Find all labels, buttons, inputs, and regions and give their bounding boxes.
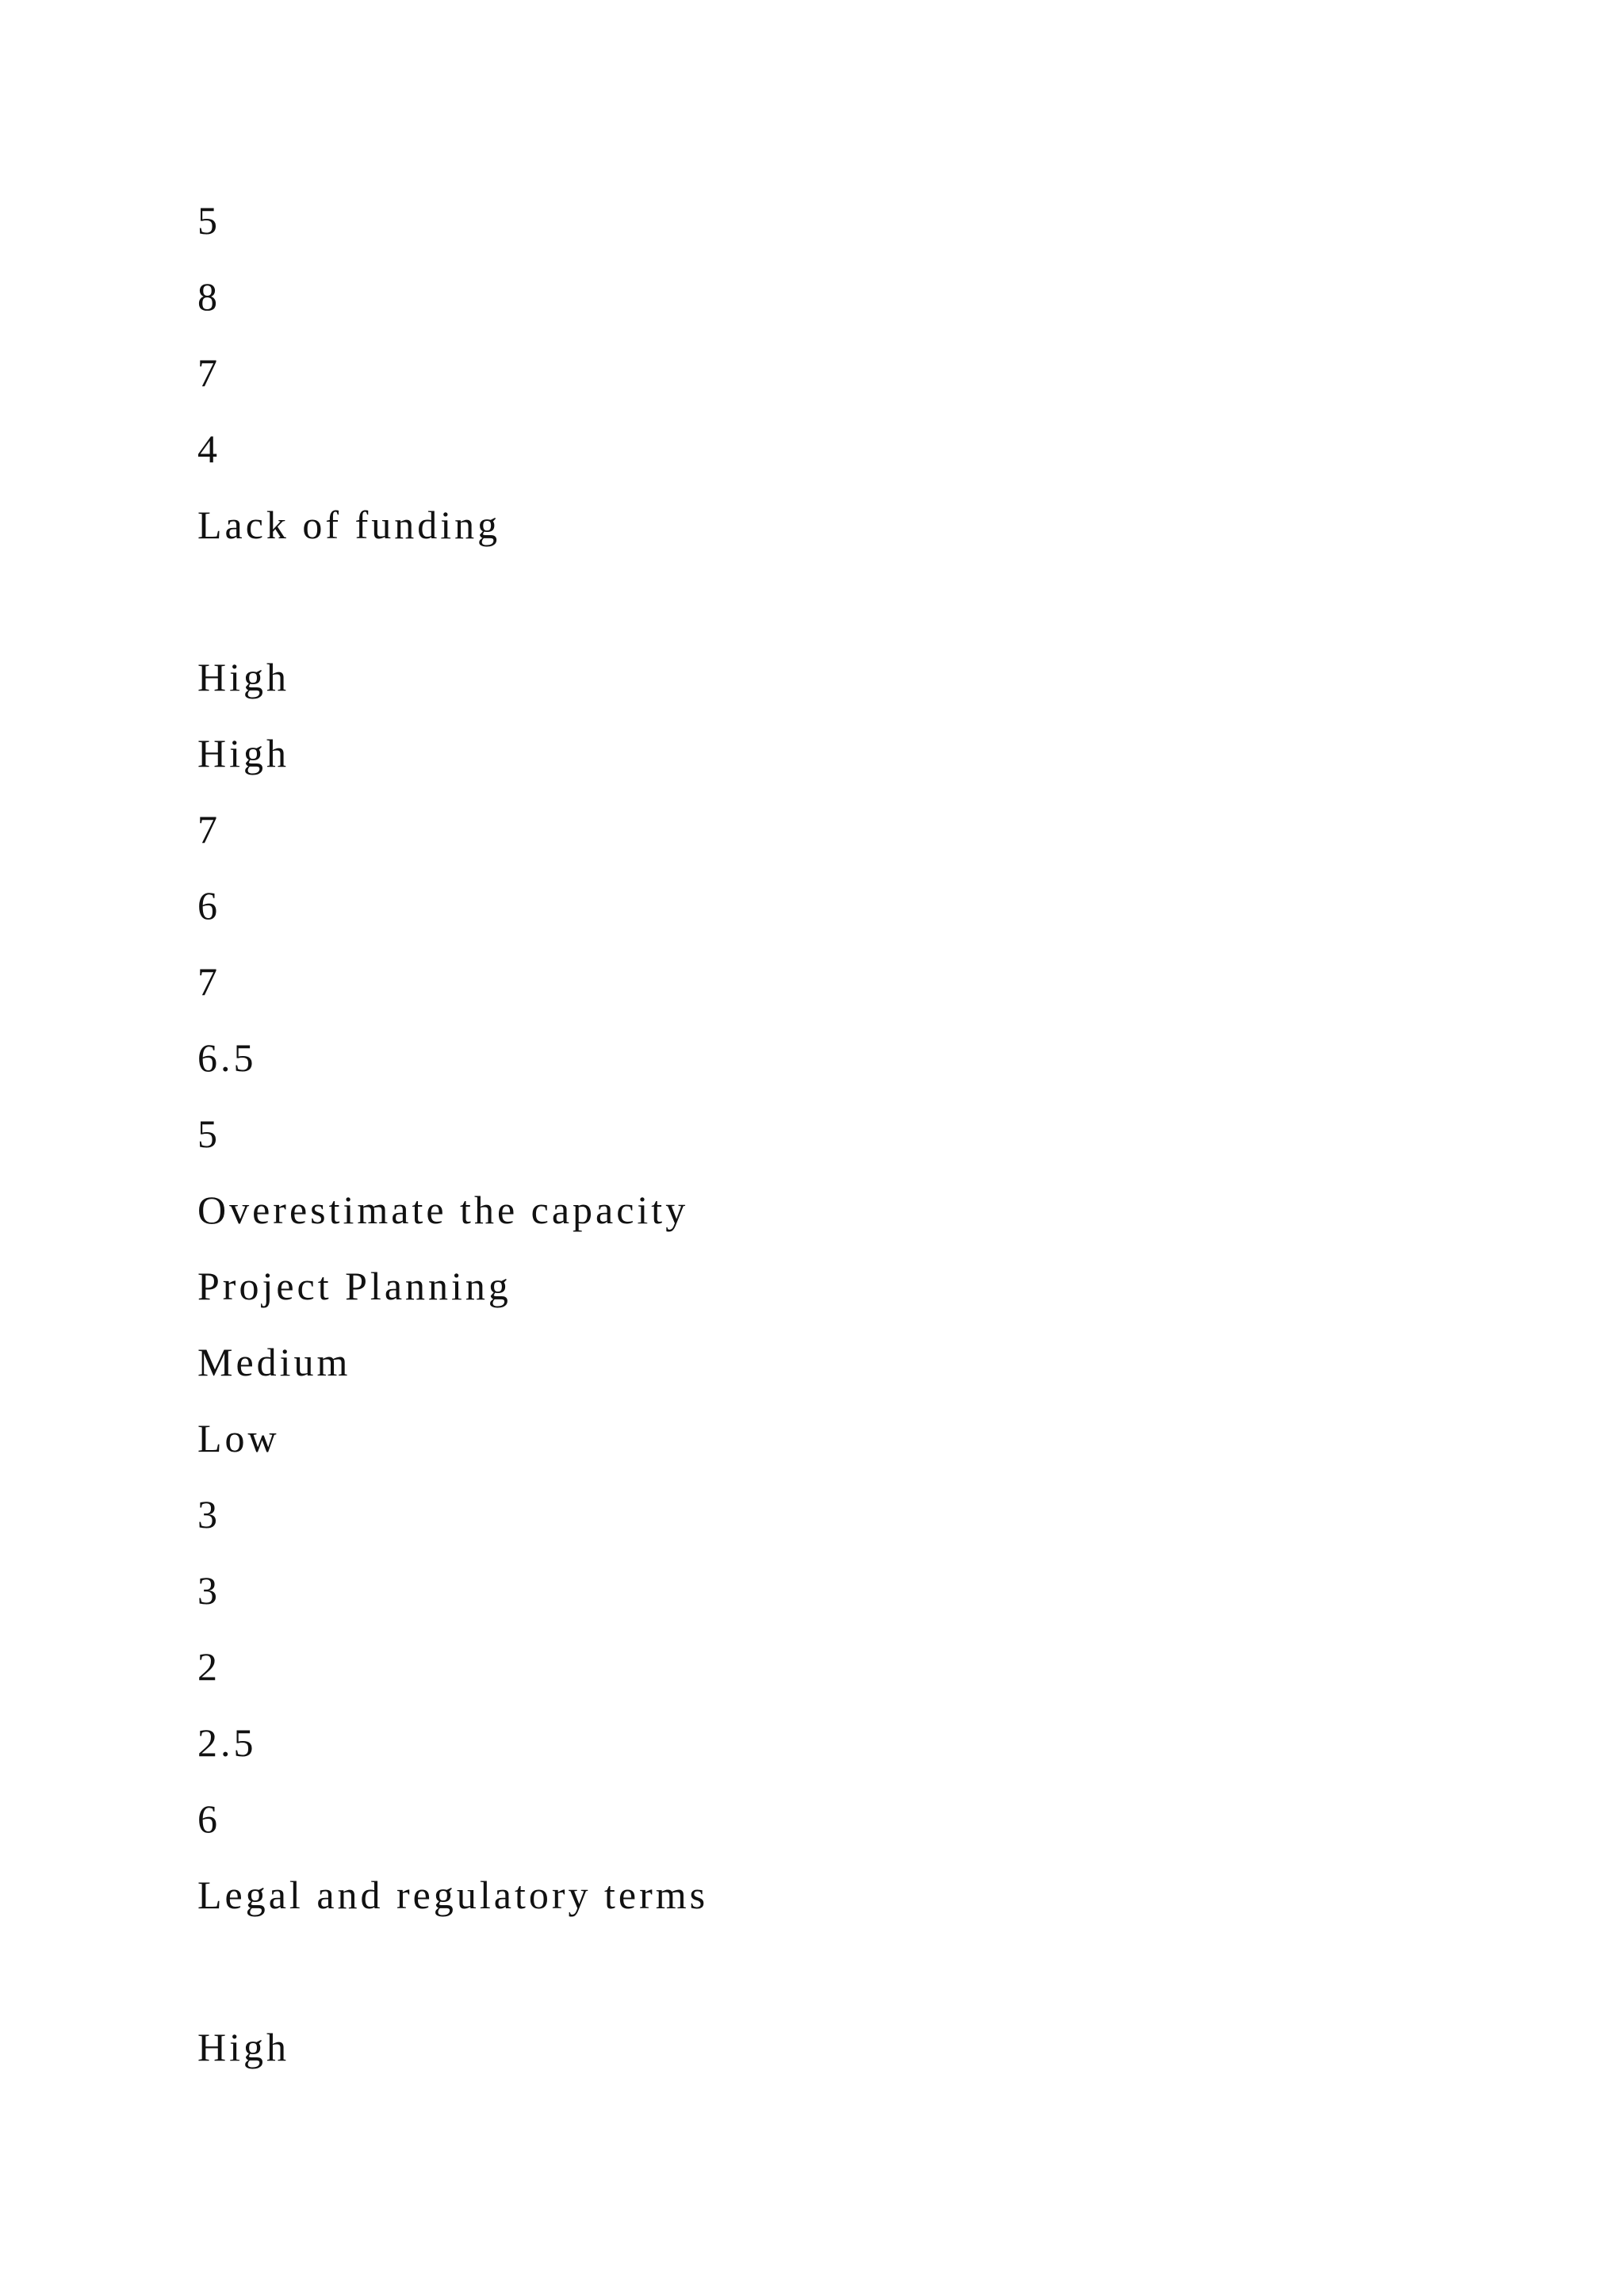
text-line: 5 [197, 198, 220, 243]
text-line: 3 [197, 1492, 220, 1536]
text-line: Lack of funding [197, 503, 501, 547]
text-line: 2 [197, 1644, 220, 1689]
text-line: 3 [197, 1568, 220, 1613]
text-line: 7 [197, 959, 220, 1004]
text-line: 2.5 [197, 1720, 257, 1765]
text-line: Low [197, 1416, 280, 1460]
text-line: 7 [197, 350, 220, 395]
text-line: 5 [197, 1112, 220, 1156]
text-line: High [197, 655, 289, 699]
text-lines [197, 0, 1545, 2296]
text-line: Legal and regulatory terms [197, 1873, 709, 1917]
text-line: Project Planning [197, 1264, 511, 1308]
text-line: 4 [197, 427, 220, 471]
text-line: 6 [197, 883, 220, 928]
text-line: 6.5 [197, 1035, 257, 1080]
text-line: 6 [197, 1797, 220, 1841]
text-line: High [197, 731, 289, 775]
text-line: 7 [197, 807, 220, 851]
text-line: 8 [197, 274, 220, 319]
text-line: Overestimate the capacity [197, 1188, 689, 1232]
text-line: High [197, 2025, 289, 2069]
text-line: Medium [197, 1340, 351, 1384]
